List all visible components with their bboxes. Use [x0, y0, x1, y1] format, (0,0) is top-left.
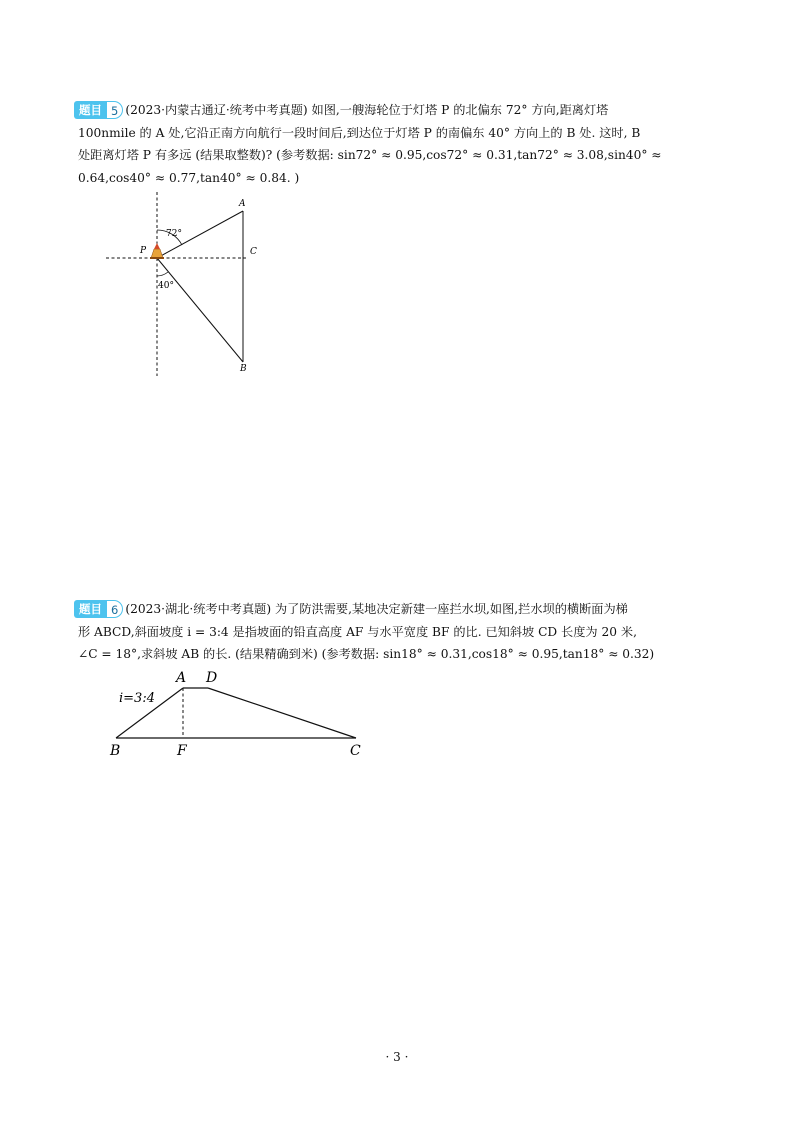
problem-6-line-1 [74, 598, 734, 621]
problem-text-line: 形 ABCD,斜面坡度 i = 3:4 是指坡面的铅直高度 AF 与水平宽度 BF 的比. 已知斜坡 CD 长度为 20 米, [78, 624, 637, 639]
page-number: · 3 · [385, 1050, 409, 1064]
lighthouse-diagram [100, 190, 270, 380]
problem-6 [74, 598, 734, 666]
problem-badge [74, 600, 123, 618]
problem-badge-number: 6 [107, 600, 123, 618]
point-label-b: B [110, 743, 121, 759]
problem-text-line: (2023·内蒙古通辽·统考中考真题) 如图,一艘海轮位于灯塔 P 的北偏东 72° 方向,距离灯塔 [125, 103, 609, 117]
problem-badge-number: 5 [107, 101, 123, 119]
problem-badge-label: 题目 [74, 600, 107, 618]
point-label-f: F [177, 743, 187, 759]
point-label-a: A [176, 670, 187, 686]
problem-text-line: 100nmile 的 A 处,它沿正南方向航行一段时间后,到达位于灯塔 P 的南偏东 40° 方向上的 B 处. 这时, B [78, 125, 641, 140]
point-label-p: P [140, 246, 147, 256]
lighthouse-icon [150, 243, 164, 259]
segment-dc [208, 688, 356, 738]
point-label-c: C [350, 743, 361, 759]
angle-arc-40 [157, 272, 168, 276]
angle-label-40: 40° [158, 281, 174, 291]
problem-text-line: (2023·湖北·统考中考真题) 为了防洪需要,某地决定新建一座拦水坝,如图,拦水坝的横断面为梯 [125, 602, 628, 616]
problem-badge-label: 题目 [74, 101, 107, 119]
problem-text-line: 处距离灯塔 P 有多远 (结果取整数)? (参考数据: sin72° ≈ 0.95,cos72° ≈ 0.31,tan72° ≈ 3.08,sin40° ≈ [78, 148, 662, 162]
segment-pb [157, 258, 243, 362]
problem-badge [74, 101, 123, 119]
point-label-a: A [239, 199, 246, 209]
problem-5-line-1 [74, 99, 734, 122]
lighthouse-figure [100, 190, 270, 380]
point-label-c: C [250, 247, 257, 257]
point-label-d: D [206, 670, 218, 686]
problem-text-line: ∠C = 18°,求斜坡 AB 的长. (结果精确到米) (参考数据: sin18° ≈ 0.31,cos18° ≈ 0.95,tan18° ≈ 0.32) [78, 647, 655, 661]
dam-diagram [106, 668, 368, 760]
point-label-b: B [240, 364, 247, 374]
problem-text-line: 0.64,cos40° ≈ 0.77,tan40° ≈ 0.84. ) [78, 170, 300, 185]
dam-figure [106, 668, 368, 760]
problem-5 [74, 99, 734, 189]
angle-label-72: 72° [166, 229, 182, 239]
slope-label: i=3:4 [119, 691, 155, 706]
